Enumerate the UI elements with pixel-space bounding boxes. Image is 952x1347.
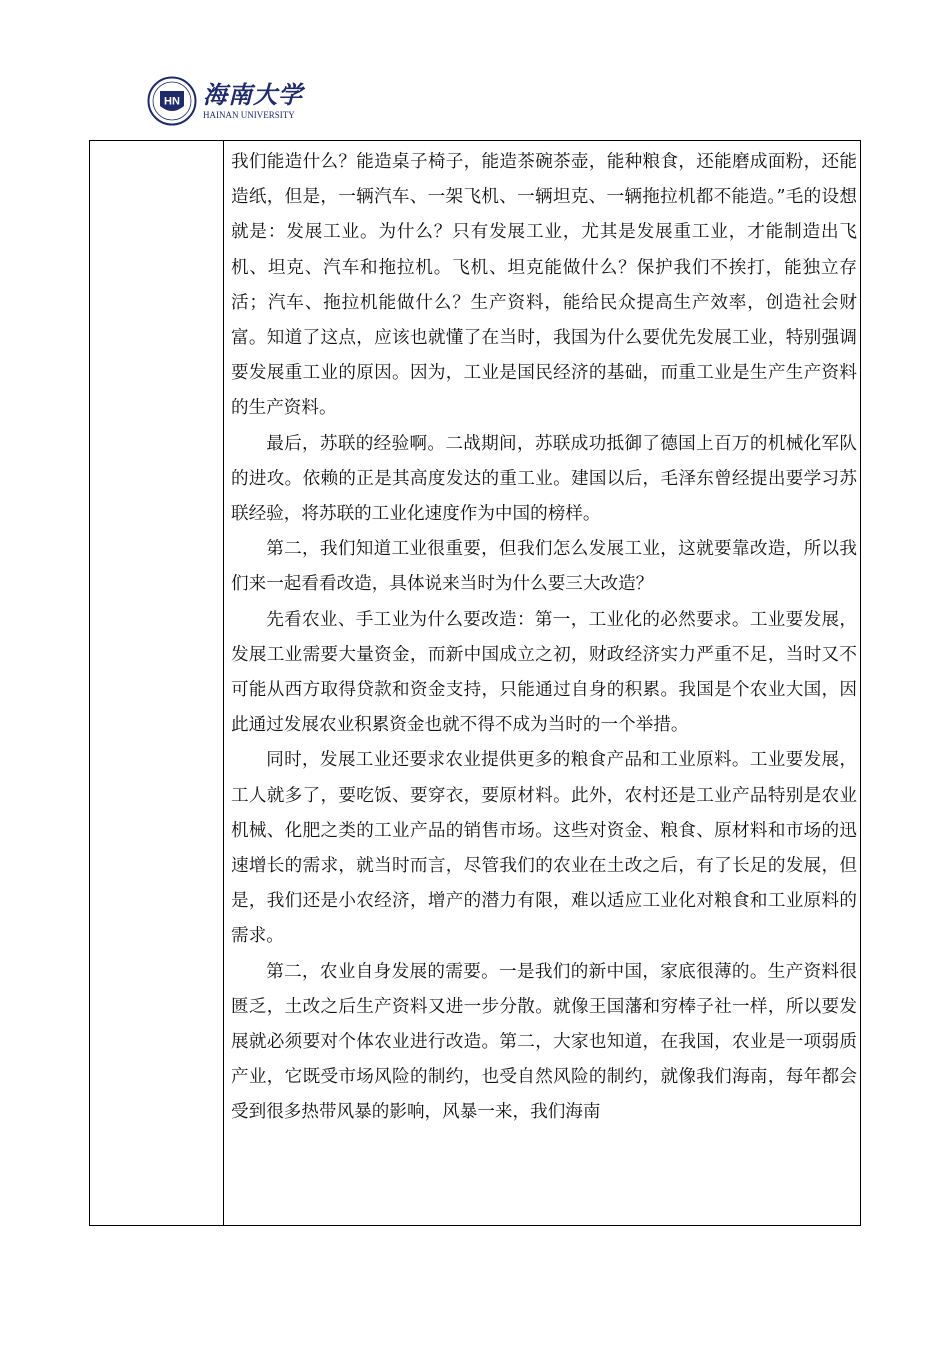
svg-text:HN: HN [164,95,180,108]
paragraph: 第二，农业自身发展的需要。一是我们的新中国，家底很薄的。生产资料很匮乏，土改之后生产资料又进一步分散。就像王国藩和穷棒子社一样，所以要发展就必须要对个体农业进行改造。第二，大家也知道，在我国，农业是一项弱质产业，它既受市场风险的制约，也受自然风险的制约，就像我们海南，每年都会受到很多热带风暴的影响，风暴一来，我们海南 [231,961,857,1123]
brand-text [203,81,303,121]
university-name-en: HAINAN UNIVERSITY [203,110,295,120]
university-seal-icon [147,76,197,126]
university-name-cn: 海南大学 [203,80,303,109]
lecture-text-cell [231,145,857,1131]
paragraph: 最后，苏联的经验啊。二战期间，苏联成功抵御了德国上百万的机械化军队的进攻。依赖的正是其高度发达的重工业。建国以后，毛泽东曾经提出要学习苏联经验，将苏联的工业化速度作为中国的榜样。 [231,433,857,525]
paragraph: 我们能造什么？能造桌子椅子，能造茶碗茶壶，能种粮食，还能磨成面粉，还能造纸，但是，一辆汽车、一架飞机、一辆坦克、一辆拖拉机都不能造。”毛的设想就是：发展工业。为什么？只有发展工业，尤其是发展重工业，才能制造出飞机、坦克、汽车和拖拉机。飞机、坦克能做什么？保护我们不挨打，能独立存活；汽车、拖拉机能做什么？生产资料，能给民众提高生产效率，创造社会财富。知道了这点，应该也就懂了在当时，我国为什么要优先发展工业，特别强调要发展重工业的原因。因为，工业是国民经济的基础，而重工业是生产生产资料的生产资料。 [231,152,857,419]
left-column-cell [90,141,224,1225]
paragraph: 同时，发展工业还要求农业提供更多的粮食产品和工业原料。工业要发展，工人就多了，要吃饭、要穿衣，要原材料。此外，农村还是工业产品特别是农业机械、化肥之类的工业产品的销售市场。这些对资金、粮食、原材料和市场的迅速增长的需求，就当时而言，尽管我们的农业在土改之后，有了长足的发展，但是，我们还是小农经济，增产的潜力有限，难以适应工业化对粮食和工业原料的需求。 [231,750,857,947]
paragraph: 第二，我们知道工业很重要，但我们怎么发展工业，这就要靠改造，所以我们来一起看看改造，具体说来当时为什么要三大改造？ [231,539,857,595]
paragraph: 先看农业、手工业为什么要改造：第一，工业化的必然要求。工业要发展，发展工业需要大量资金，而新中国成立之初，财政经济实力严重不足，当时又不可能从西方取得贷款和资金支持，只能通过自身的积累。我国是个农业大国，因此通过发展农业积累资金也就不得不成为当时的一个举措。 [231,609,857,736]
content-table [89,140,861,1226]
university-logo [147,72,303,130]
